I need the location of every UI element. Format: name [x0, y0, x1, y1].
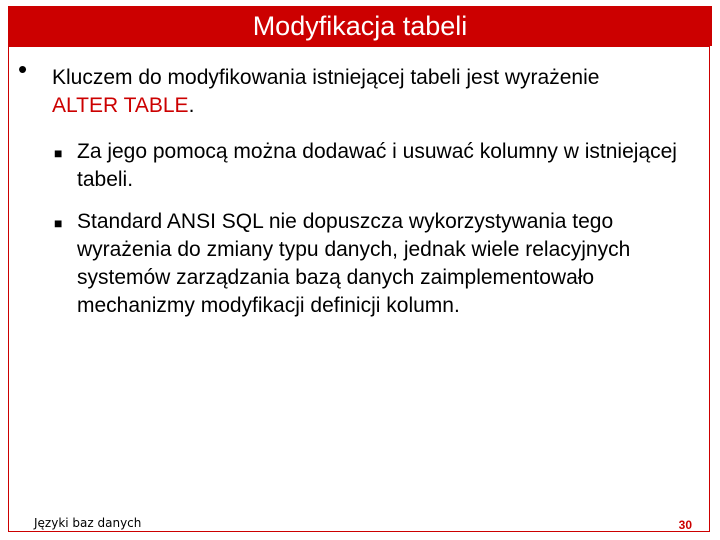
footer-course-name: Języki baz danych [34, 516, 142, 530]
square-bullet-icon: ■ [54, 145, 63, 161]
keyword-alter-table: ALTER TABLE [52, 94, 189, 117]
page-number: 30 [678, 518, 692, 532]
main-bullet-text [52, 64, 702, 120]
sub-bullet-1: Za jego pomocą można dodawać i usuwać kolumny w istniejącej tabeli. [77, 140, 677, 191]
square-bullet-icon: ■ [54, 215, 63, 231]
sub-bullet-2: Standard ANSI SQL nie dopuszcza wykorzystywania tego wyrażenia do zmiany typu danych, jednak wiele relacyjnych systemów zarządzania bazą danych zaimplementowało mechanizmy modyfikacji definicji kolumn. [77, 210, 631, 317]
main-bullet-suffix: . [188, 94, 195, 117]
main-bullet-lead: Kluczem do modyfikowania istniejącej tabeli jest wyrażenie [52, 66, 600, 89]
slide-title: Modyfikacja tabeli [8, 6, 712, 46]
bullet-dot-icon: • [18, 54, 28, 84]
